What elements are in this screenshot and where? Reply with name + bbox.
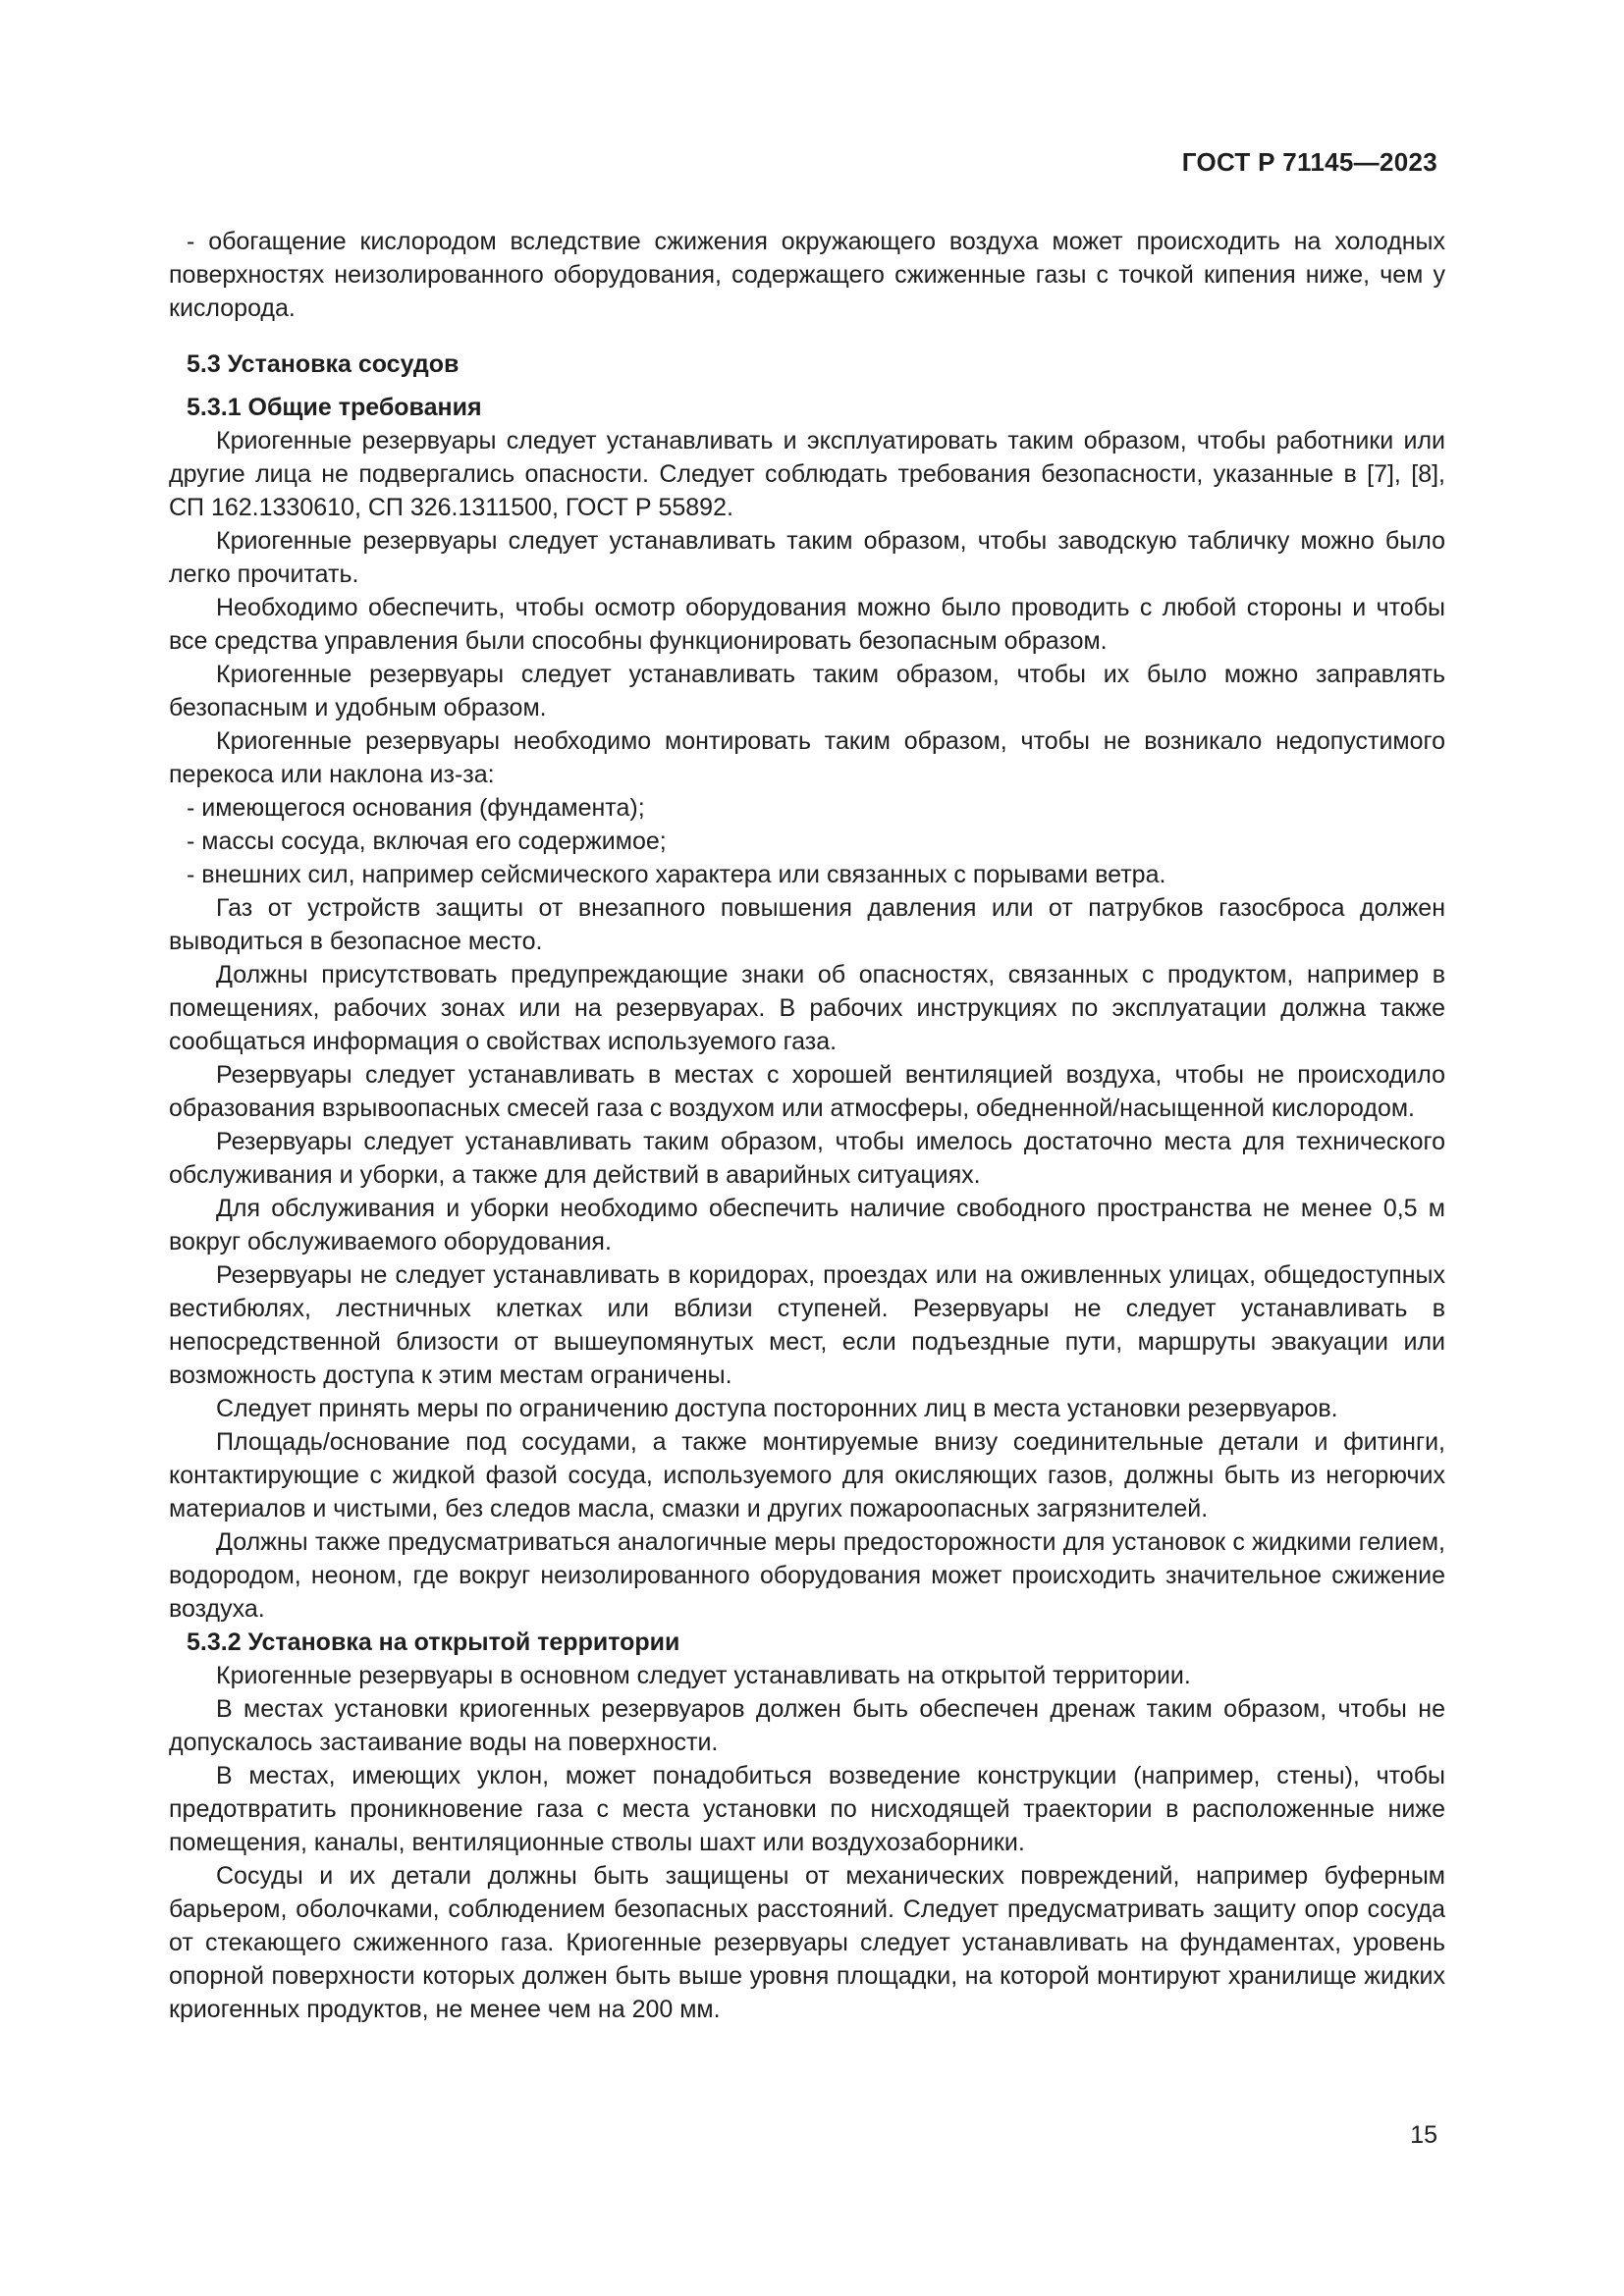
paragraph: Площадь/основание под сосудами, а также монтируемые внизу соединительные детали и фитинги, контактирующие с жидкой фазой сосуда, используемого для окисляющих газов, должны быть из негорючих материалов и чистыми, без следов масла, смазки и других пожароопасных загрязнителей. [169, 1428, 1445, 1522]
paragraph: Сосуды и их детали должны быть защищены от механических повреждений, например буферным барьером, оболочками, соблюдением безопасных расстояний. Следует предусматривать защиту опор сосуда от стекающего сжиженного газа. Криогенные резервуары следует устанавливать на фундаментах, уровень опорной поверхности которых должен быть выше уровня площадки, на которой монтируют хранилище жидких криогенных продуктов, не менее чем на 200 мм. [169, 1862, 1445, 2023]
paragraph: Криогенные резервуары следует устанавливать и эксплуатировать таким образом, чтобы работники или другие лица не подвергались опасности. Следует соблюдать требования безопасности, указанные в [7], [8], СП 162.1330610, СП 326.1311500, ГОСТ Р 55892. [169, 427, 1445, 521]
list-item: - имеющегося основания (фундамента); [187, 794, 645, 822]
page-number: 15 [1410, 2121, 1437, 2149]
list-item: - массы сосуда, включая его содержимое; [187, 828, 667, 855]
subsection-heading: 5.3.1 Общие требования [187, 394, 482, 421]
paragraph: Резервуары следует устанавливать таким образом, чтобы имелось достаточно места для технического обслуживания и уборки, а также для действий в аварийных ситуациях. [169, 1128, 1445, 1189]
list-item: - внешних сил, например сейсмического характера или связанных с порывами ветра. [187, 861, 1166, 888]
paragraph: Криогенные резервуары необходимо монтировать таким образом, чтобы не возникало недопустимого перекоса или наклона из-за: [169, 727, 1445, 788]
paragraph: В местах установки криогенных резервуаров должен быть обеспечен дренаж таким образом, чтобы не допускалось застаивание воды на поверхности. [169, 1695, 1445, 1756]
subsection-heading: 5.3.2 Установка на открытой территории [187, 1629, 680, 1656]
list-item: - обогащение кислородом вследствие сжижения окружающего воздуха может происходить на холодных поверхностях неизолированного оборудования, содержащего сжиженные газы с точкой кипения ниже, чем у кислорода. [169, 228, 1445, 322]
paragraph: Криогенные резервуары следует устанавливать таким образом, чтобы их было можно заправлять безопасным и удобным образом. [169, 661, 1445, 721]
document-body [169, 225, 1445, 2026]
document-code: ГОСТ Р 71145—2023 [1181, 147, 1437, 177]
paragraph: Криогенные резервуары следует устанавливать таким образом, чтобы заводскую табличку можно было легко прочитать. [169, 527, 1445, 588]
paragraph: Для обслуживания и уборки необходимо обеспечить наличие свободного пространства не менее 0,5 м вокруг обслуживаемого оборудования. [169, 1195, 1445, 1255]
paragraph: Криогенные резервуары в основном следует устанавливать на открытой территории. [216, 1662, 1191, 1689]
paragraph: В местах, имеющих уклон, может понадобиться возведение конструкции (например, стены), чтобы предотвратить проникновение газа с места установки по нисходящей траектории в расположенные ниже помещения, каналы, вентиляционные стволы шахт или воздухозаборники. [169, 1762, 1445, 1856]
paragraph: Резервуары следует устанавливать в местах с хорошей вентиляцией воздуха, чтобы не происходило образования взрывоопасных смесей газа с воздухом или атмосферы, обедненной/насыщенной кислородом. [169, 1061, 1445, 1122]
paragraph: Необходимо обеспечить, чтобы осмотр оборудования можно было проводить с любой стороны и чтобы все средства управления были способны функционировать безопасным образом. [169, 594, 1445, 655]
paragraph: Резервуары не следует устанавливать в коридорах, проездах или на оживленных улицах, общедоступных вестибюлях, лестничных клетках или вблизи ступеней. Резервуары не следует устанавливать в непосредственной близости от вышеупомянутых мест, если подъездные пути, маршруты эвакуации или возможность доступа к этим местам ограничены. [169, 1261, 1445, 1389]
paragraph: Газ от устройств защиты от внезапного повышения давления или от патрубков газосброса должен выводиться в безопасное место. [169, 894, 1445, 955]
paragraph: Должны присутствовать предупреждающие знаки об опасностях, связанных с продуктом, например в помещениях, рабочих зонах или на резервуарах. В рабочих инструкциях по эксплуатации должна также сообщаться информация о свойствах используемого газа. [169, 961, 1445, 1055]
paragraph: Следует принять меры по ограничению доступа посторонних лиц в места установки резервуаров. [216, 1395, 1338, 1422]
paragraph: Должны также предусматриваться аналогичные меры предосторожности для установок с жидкими гелием, водородом, неоном, где вокруг неизолированного оборудования может происходить значительное сжижение воздуха. [169, 1528, 1445, 1623]
section-heading: 5.3 Установка сосудов [187, 350, 460, 378]
